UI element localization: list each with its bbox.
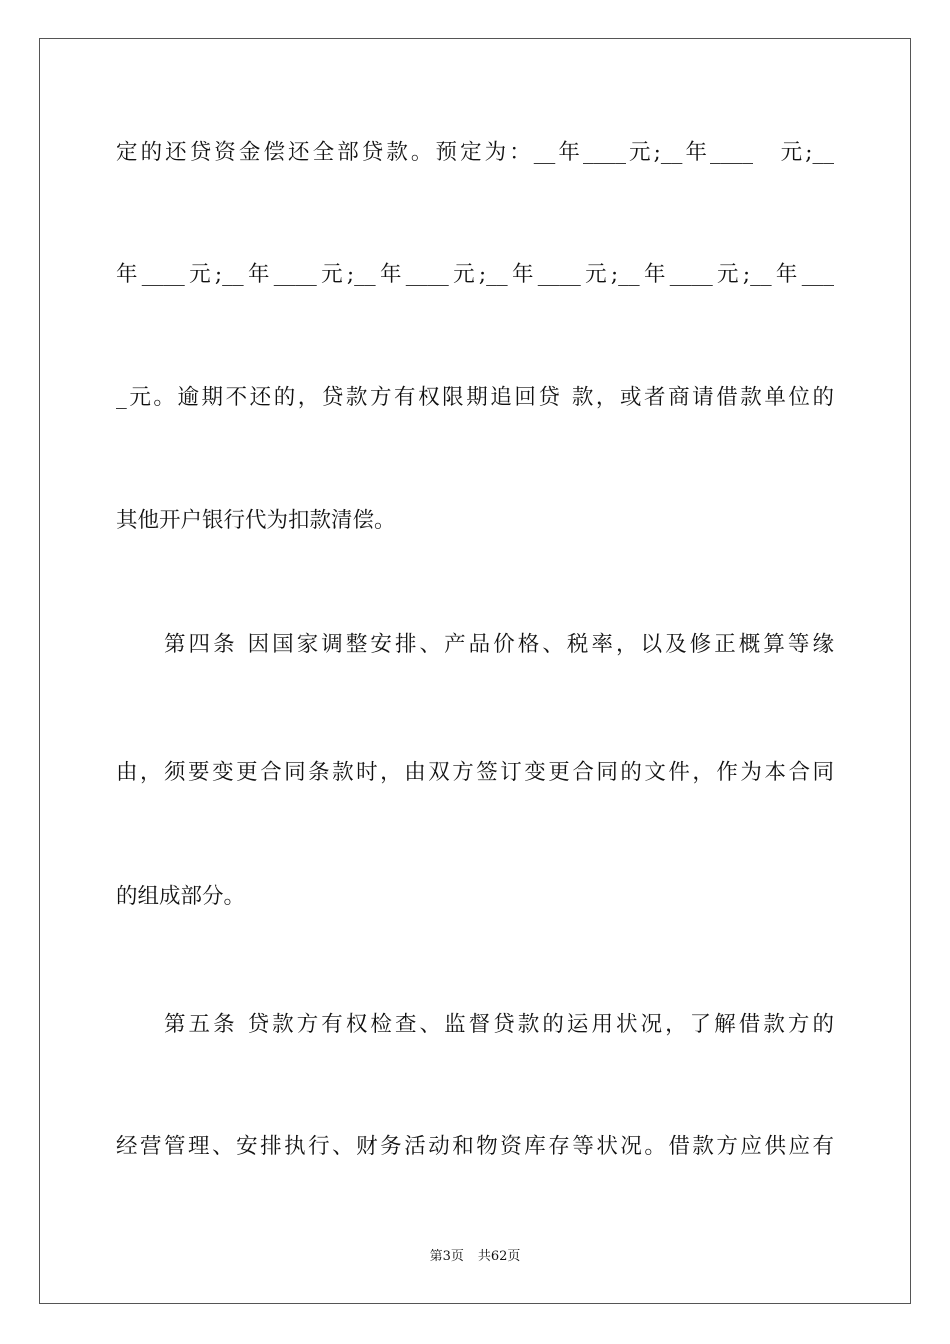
- total-pages: 共62页: [477, 1249, 521, 1264]
- text-line-4: 其他开户银行代为扣款清偿。: [116, 508, 396, 533]
- page-footer: [0, 1248, 950, 1266]
- text-line-8: 第五条 贷款方有权检查、监督贷款的运用状况，了解借款方的: [164, 1012, 834, 1037]
- text-line-9: 经营管理、安排执行、财务活动和物资库存等状况。借款方应供应有: [116, 1134, 834, 1159]
- page-number: 第3页: [429, 1249, 464, 1264]
- text-line-2: 年____元;__年____元;__年____元;__年____元;__年____元;__年___: [116, 262, 834, 287]
- text-line-5: 第四条 因国家调整安排、产品价格、税率，以及修正概算等缘: [164, 632, 834, 657]
- page-border: [39, 38, 911, 1304]
- text-line-7: 的组成部分。: [116, 884, 246, 909]
- text-line-3: _元。逾期不还的，贷款方有权限期追回贷 款，或者商请借款单位的: [116, 385, 834, 410]
- text-line-6: 由，须要变更合同条款时，由双方签订变更合同的文件，作为本合同: [116, 760, 834, 785]
- text-line-1: 定的还贷资金偿还全部贷款。预定为：__年____元;__年____ 元;__: [116, 140, 834, 165]
